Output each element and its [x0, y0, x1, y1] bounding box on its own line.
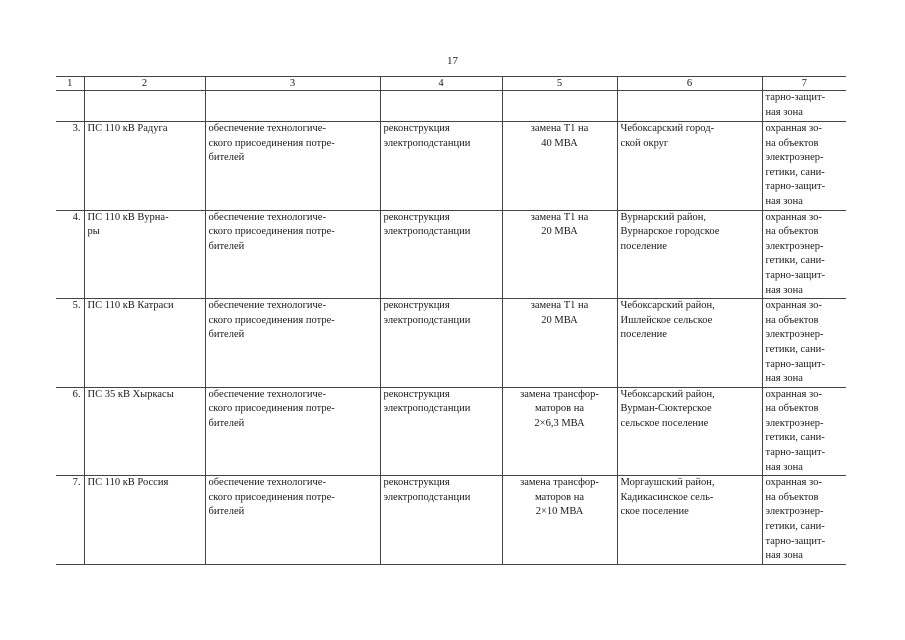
continuation-zone-cell	[762, 91, 846, 122]
zone-cell	[762, 122, 846, 211]
work-type-text: реконструкция электроподстанции	[383, 477, 471, 503]
row-number-cell	[56, 210, 84, 299]
purpose-text: обеспечение технологиче- ского присоединения потре- бителей	[208, 477, 335, 518]
purpose-text: обеспечение технологиче- ского присоединения потре- бителей	[208, 300, 335, 341]
location-cell	[617, 387, 762, 476]
purpose-cell	[205, 210, 380, 299]
column-header-2: 2	[84, 77, 205, 91]
work-type-text: реконструкция электроподстанции	[383, 211, 471, 238]
zone-text: охранная зо- на объектов электроэнер- гетики, сани- тарно-защит- ная зона	[765, 123, 826, 207]
object-name-text: ПС 110 кВ Катраси	[87, 300, 174, 312]
zone-cell	[762, 476, 846, 565]
object-name-cell	[84, 476, 205, 565]
zone-cell	[762, 387, 846, 476]
characteristics-text: замена трансфор- маторов на 2×10 МВА	[520, 477, 599, 518]
table-row	[56, 387, 846, 476]
zone-cell	[762, 299, 846, 388]
column-header-3: 3	[205, 77, 380, 91]
characteristics-text: замена Т1 на 20 МВА	[530, 211, 589, 238]
characteristics-cell	[502, 122, 617, 211]
location-cell	[617, 122, 762, 211]
characteristics-cell	[502, 210, 617, 299]
purpose-text: обеспечение технологиче- ского присоединения потре- бителей	[208, 388, 335, 429]
continuation-cell-2	[84, 91, 205, 122]
table-row	[56, 210, 846, 299]
continuation-cell-3	[205, 91, 380, 122]
work-type-text: реконструкция электроподстанции	[383, 300, 471, 326]
continuation-cell-6	[617, 91, 762, 122]
characteristics-cell	[502, 387, 617, 476]
row-number-text: 5.	[72, 300, 81, 312]
location-cell	[617, 476, 762, 565]
zone-cell	[762, 210, 846, 299]
zone-text: охранная зо- на объектов электроэнер- гетики, сани- тарно-защит- ная зона	[765, 388, 826, 473]
object-name-text: ПС 110 кВ Радуга	[87, 123, 168, 134]
location-text: Чебоксарский район, Вурман-Сюктерское сельское поселение	[620, 388, 715, 429]
column-header-5: 5	[502, 77, 617, 91]
column-header-7: 7	[762, 77, 846, 91]
purpose-cell	[205, 476, 380, 565]
row-number-text: 6.	[72, 388, 81, 400]
object-name-cell	[84, 299, 205, 388]
object-name-cell	[84, 387, 205, 476]
row-number-cell	[56, 299, 84, 388]
work-type-text: реконструкция электроподстанции	[383, 388, 471, 415]
table-header-row	[56, 77, 846, 91]
work-type-cell	[380, 476, 502, 565]
continuation-zone-text: тарно-защит- ная зона	[765, 92, 826, 118]
table-row	[56, 476, 846, 565]
object-name-cell	[84, 210, 205, 299]
object-name-text: ПС 35 кВ Хыркасы	[87, 388, 174, 400]
column-header-4: 4	[380, 77, 502, 91]
planning-table	[56, 76, 846, 565]
characteristics-cell	[502, 299, 617, 388]
characteristics-text: замена Т1 на 20 МВА	[530, 300, 589, 326]
row-number-cell	[56, 476, 84, 565]
purpose-cell	[205, 122, 380, 211]
work-type-cell	[380, 299, 502, 388]
purpose-text: обеспечение технологиче- ского присоединения потре- бителей	[208, 123, 335, 164]
column-header-1: 1	[56, 77, 84, 91]
location-text: Моргаушский район, Кадикасинское сель- ское поселение	[620, 477, 715, 518]
location-text: Вурнарский район, Вурнарское городское поселение	[620, 211, 720, 252]
location-cell	[617, 210, 762, 299]
row-number-cell	[56, 122, 84, 211]
row-number-cell	[56, 387, 84, 476]
location-cell	[617, 299, 762, 388]
page-number: 17	[447, 55, 458, 67]
continuation-cell-1	[56, 91, 84, 122]
work-type-cell	[380, 122, 502, 211]
row-number-text: 7.	[72, 477, 81, 489]
row-number-text: 4.	[72, 211, 81, 223]
purpose-cell	[205, 299, 380, 388]
purpose-cell	[205, 387, 380, 476]
characteristics-cell	[502, 476, 617, 565]
zone-text: охранная зо- на объектов электроэнер- гетики, сани- тарно-защит- ная зона	[765, 300, 826, 385]
characteristics-text: замена трансфор- маторов на 2×6,3 МВА	[520, 388, 599, 429]
table-row	[56, 122, 846, 211]
object-name-text: ПС 110 кВ Вурна- ры	[87, 211, 169, 238]
object-name-cell	[84, 122, 205, 211]
table-row	[56, 299, 846, 388]
object-name-text: ПС 110 кВ Россия	[87, 477, 169, 489]
column-header-6: 6	[617, 77, 762, 91]
characteristics-text: замена Т1 на 40 МВА	[530, 123, 589, 149]
purpose-text: обеспечение технологиче- ского присоединения потре- бителей	[208, 211, 335, 252]
continuation-row	[56, 91, 846, 122]
work-type-cell	[380, 387, 502, 476]
location-text: Чебоксарский район, Ишлейское сельское поселение	[620, 300, 715, 341]
row-number-text: 3.	[72, 123, 81, 134]
location-text: Чебоксарский город- ской округ	[620, 123, 715, 149]
continuation-cell-5	[502, 91, 617, 122]
continuation-cell-4	[380, 91, 502, 122]
work-type-text: реконструкция электроподстанции	[383, 123, 471, 149]
zone-text: охранная зо- на объектов электроэнер- гетики, сани- тарно-защит- ная зона	[765, 211, 826, 296]
work-type-cell	[380, 210, 502, 299]
zone-text: охранная зо- на объектов электроэнер- гетики, сани- тарно-защит- ная зона	[765, 477, 826, 562]
